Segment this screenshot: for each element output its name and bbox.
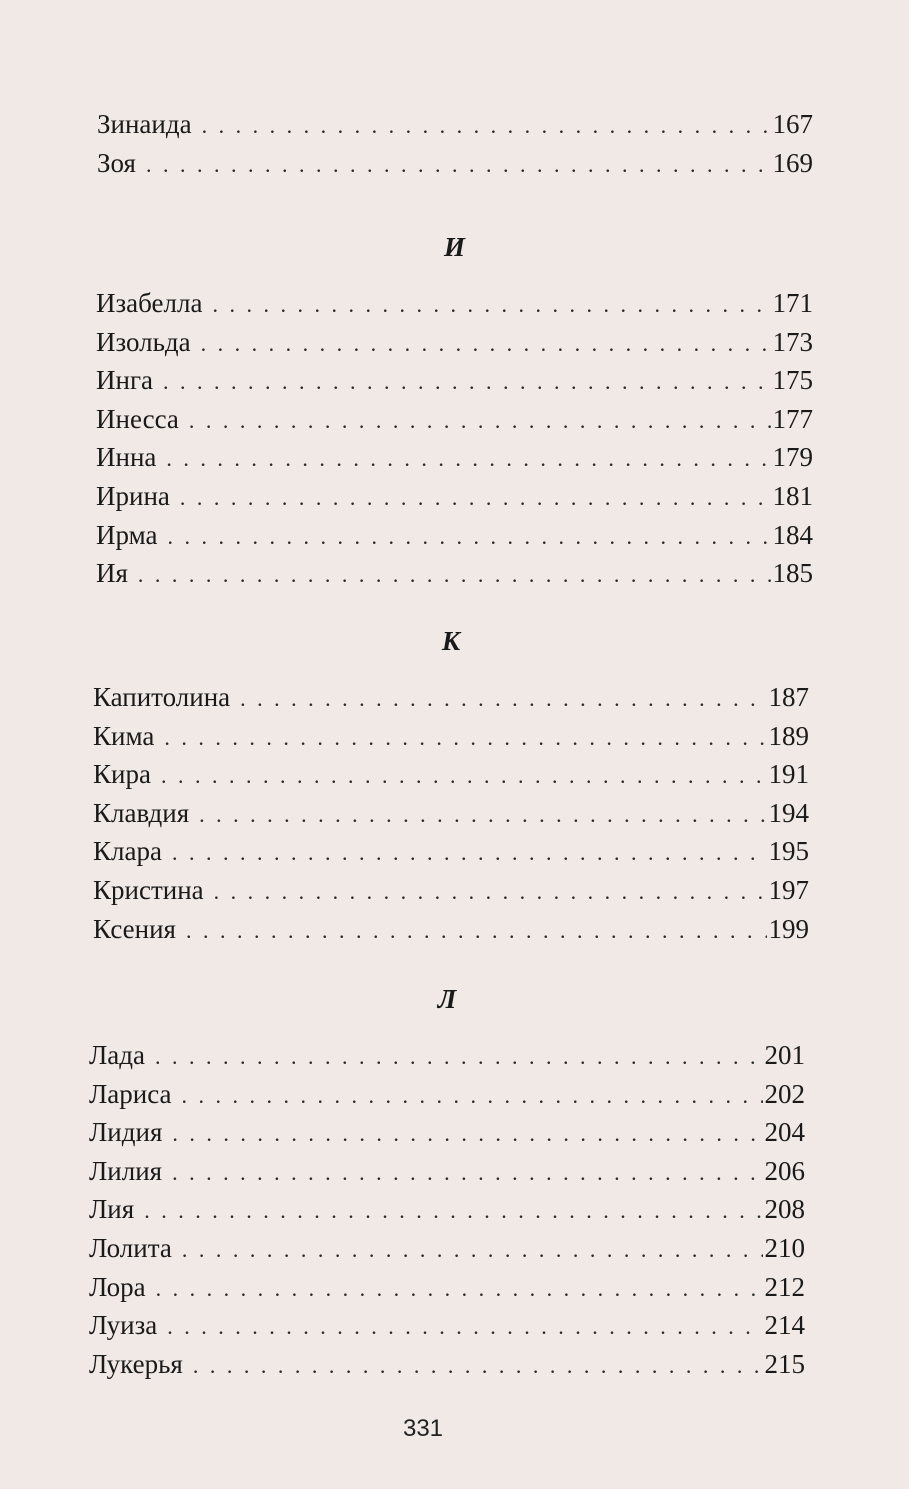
entry-name: Капитолина [93,682,231,712]
index-entry [89,1229,805,1268]
entry-name: Кима [93,720,155,751]
section-letter-heading: И [443,232,465,262]
leader-dots [146,146,771,185]
leader-dots [172,1154,762,1193]
leader-dots [163,363,770,402]
entry-name: Ирина [96,480,170,511]
index-entry [93,794,809,833]
page-number: 331 [402,1415,444,1442]
index-entry [89,1113,805,1152]
index-entry [93,832,809,871]
entry-page-number: 175 [772,365,813,396]
entry-name: Лора [89,1271,146,1302]
entry-page-number: 212 [764,1271,805,1302]
index-entry [89,1152,805,1191]
index-entry [89,1075,805,1114]
entry-page-number: 173 [772,326,813,357]
entry-page-number: 179 [772,442,813,473]
index-entry [93,717,809,756]
leader-dots [156,1270,763,1309]
entry-page-number: 197 [768,874,809,905]
entry-name: Зинаида [97,109,192,139]
entry-name: Лукерья [89,1348,183,1379]
index-entry [89,1036,805,1075]
entry-page-number: 187 [768,682,809,712]
leader-dots [172,1115,762,1154]
leader-dots [167,518,770,557]
entry-page-number: 177 [772,403,813,434]
leader-dots [138,556,771,595]
entry-name: Ирма [96,519,158,550]
leader-dots [202,107,771,146]
entry-name: Лариса [89,1078,172,1109]
index-entry [93,678,809,717]
index-entry [96,284,813,323]
index-entry [96,477,813,516]
entry-name: Лия [89,1194,135,1225]
index-entry [96,400,813,439]
entry-page-number: 184 [772,519,813,550]
leader-dots [214,873,767,912]
entry-page-number: 167 [772,109,813,139]
entry-name: Клавдия [93,797,190,828]
entry-name: Лолита [89,1232,172,1263]
entry-name: Изабелла [96,288,203,318]
index-entry [96,516,813,555]
leader-dots [172,834,767,873]
leader-dots [186,912,767,951]
index-entry [96,554,813,593]
index-entry [97,105,813,144]
entry-page-number: 171 [772,288,813,318]
entry-page-number: 191 [768,759,809,790]
index-section-l [89,980,805,1383]
entry-name: Лада [89,1040,146,1070]
index-section-k [93,622,809,948]
index-entry [89,1268,805,1307]
entry-page-number: 206 [764,1155,805,1186]
index-entry [89,1190,805,1229]
entry-page-number: 189 [768,720,809,751]
entry-name: Луиза [89,1310,158,1341]
entry-page-number: 199 [768,913,809,944]
leader-dots [161,757,767,796]
entry-page-number: 208 [764,1194,805,1225]
leader-dots [182,1231,763,1270]
entry-name: Кристина [93,874,204,905]
index-section-z [97,105,813,182]
index-entry [89,1345,805,1384]
section-letter-heading: К [441,626,461,656]
section-letter-heading: Л [437,984,457,1014]
leader-dots [193,1347,763,1386]
index-entry [96,438,813,477]
entry-page-number: 215 [764,1348,805,1379]
entry-name: Зоя [97,147,136,178]
index-entry [93,871,809,910]
entry-name: Ксения [93,913,176,944]
entry-name: Клара [93,836,162,867]
entry-page-number: 210 [764,1232,805,1263]
entry-name: Ия [96,558,128,589]
leader-dots [212,286,770,325]
leader-dots [201,325,771,364]
entry-page-number: 195 [768,836,809,867]
entry-page-number: 204 [764,1117,805,1148]
entry-page-number: 185 [772,558,813,589]
leader-dots [167,1308,762,1347]
leader-dots [240,680,766,719]
leader-dots [189,402,771,441]
leader-dots [199,796,766,835]
index-entry [96,361,813,400]
entry-page-number: 201 [764,1040,805,1070]
entry-name: Кира [93,759,151,790]
entry-page-number: 214 [764,1310,805,1341]
entry-page-number: 202 [764,1078,805,1109]
leader-dots [180,479,771,518]
leader-dots [166,440,770,479]
index-entry [93,755,809,794]
entry-page-number: 181 [772,480,813,511]
index-entry [96,323,813,362]
entry-name: Лилия [89,1155,163,1186]
entry-name: Изольда [96,326,191,357]
index-section-i [96,228,813,593]
entry-name: Инга [96,365,154,396]
leader-dots [164,719,766,758]
index-entry [89,1306,805,1345]
entry-name: Инесса [96,403,179,434]
index-entry [93,910,809,949]
entry-page-number: 194 [768,797,809,828]
entry-page-number: 169 [772,147,813,178]
leader-dots [182,1077,763,1116]
entry-name: Лидия [89,1117,163,1148]
leader-dots [155,1038,762,1077]
index-entry [97,144,813,183]
entry-name: Инна [96,442,157,473]
leader-dots [144,1192,762,1231]
